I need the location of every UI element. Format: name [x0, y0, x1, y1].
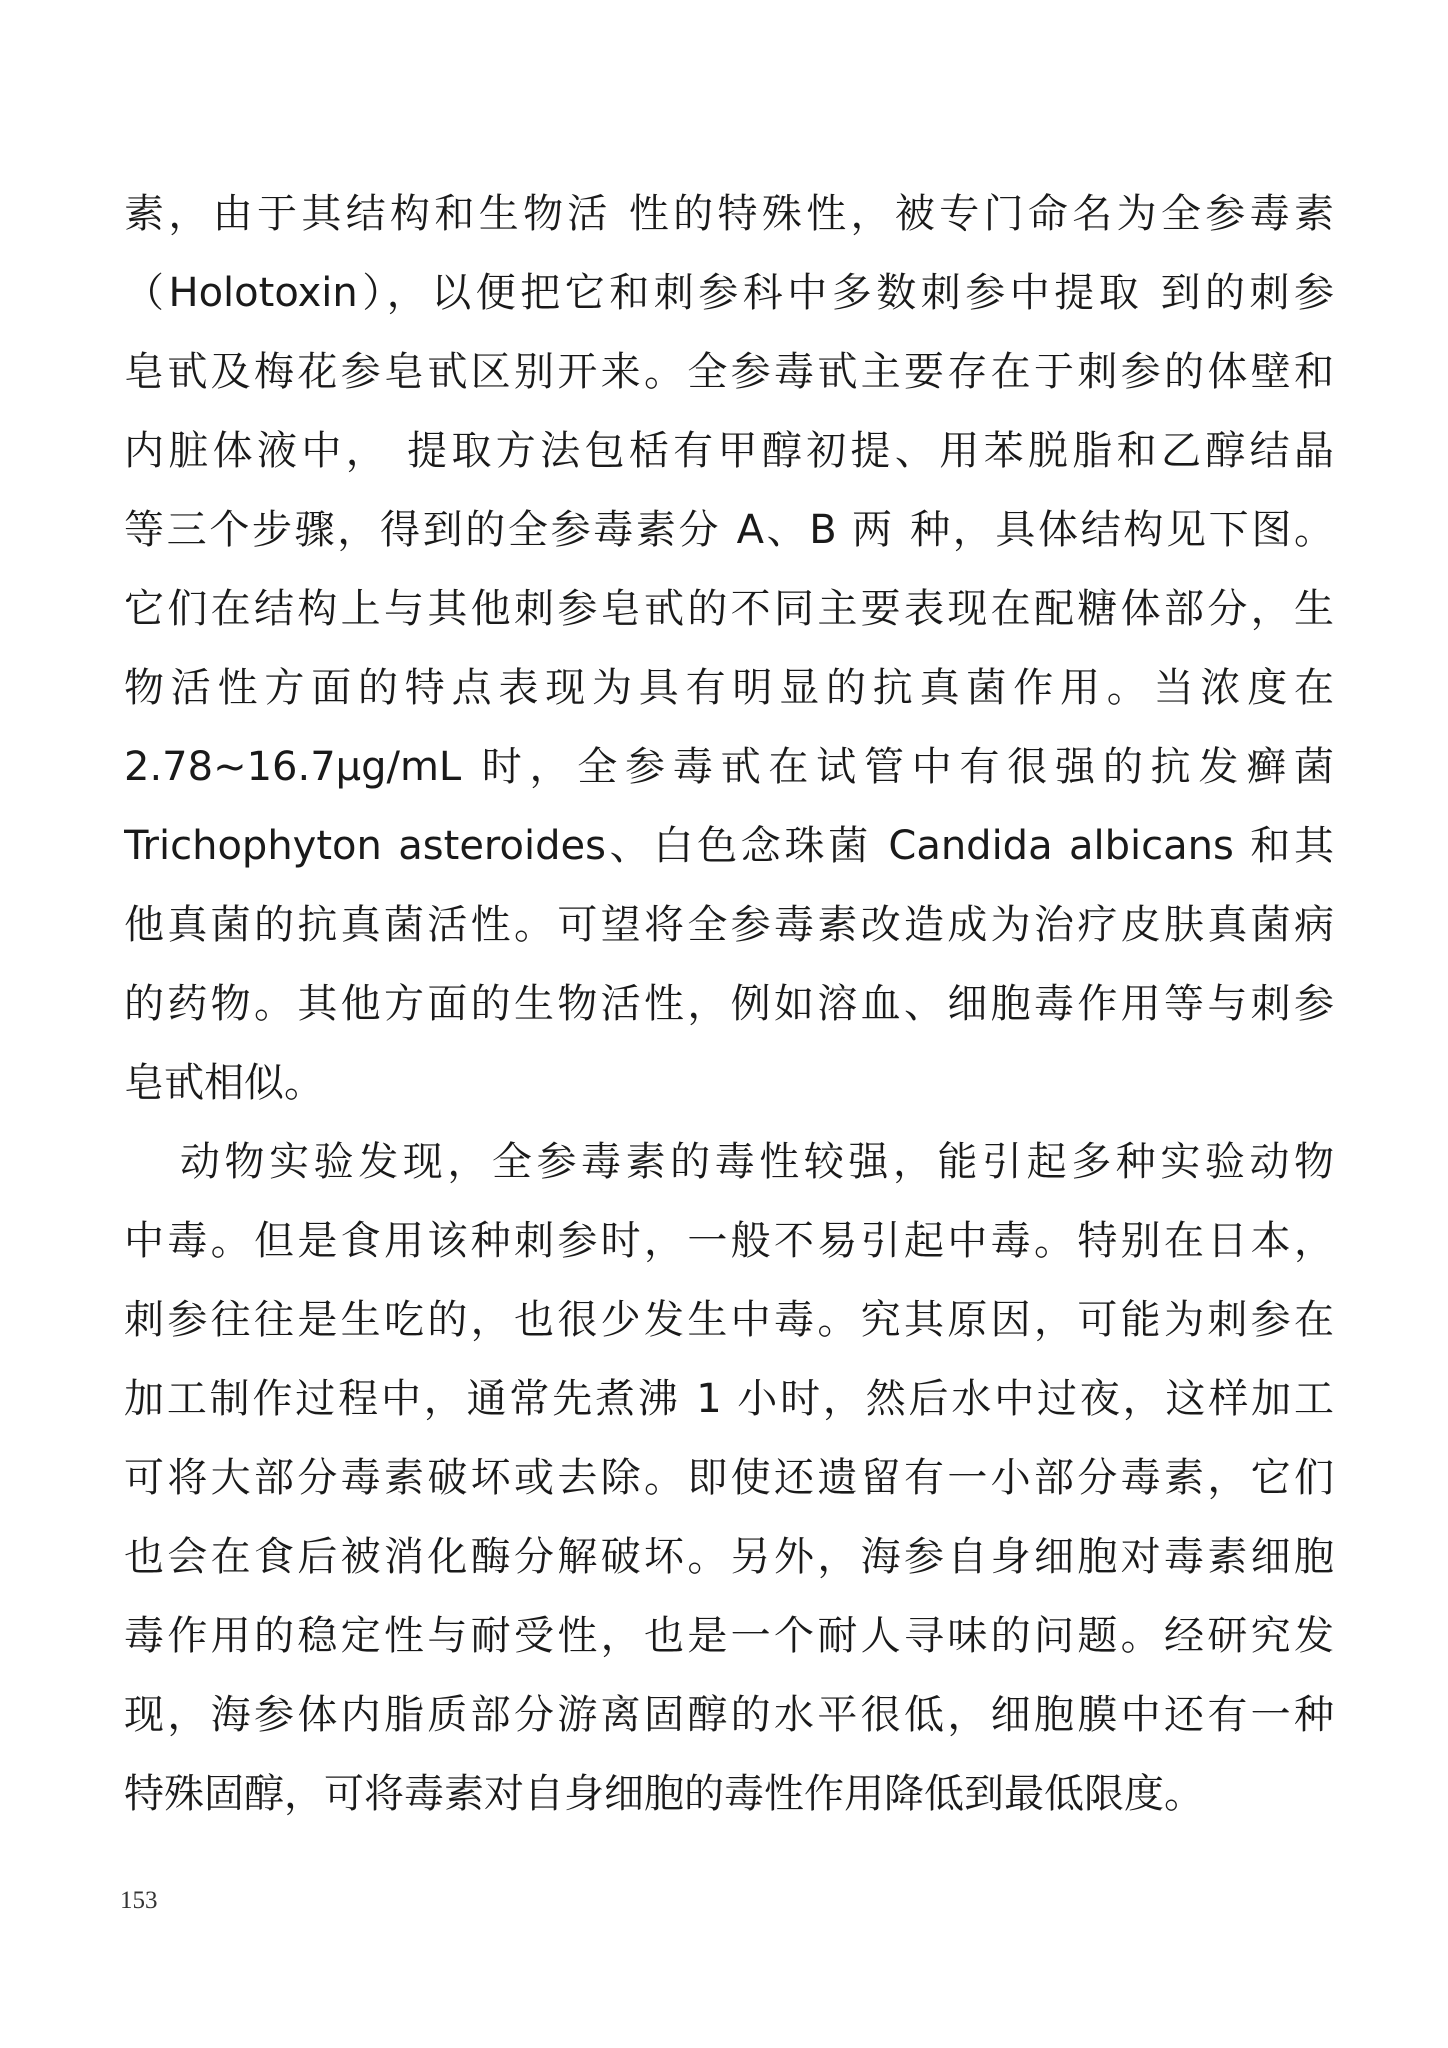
- text-line: 等三个步骤，得到的全参毒素分 A、B 两 种，具体结构见下图。: [124, 507, 1334, 553]
- text-line: Trichophyton asteroides、白色念珠菌 Candida albicans 和其: [124, 823, 1334, 869]
- text-line: 毒作用的稳定性与耐受性，也是一个耐人寻味的问题。经研究发: [124, 1613, 1334, 1659]
- text-line: 他真菌的抗真菌活性。可望将全参毒素改造成为治疗皮肤真菌病: [124, 902, 1334, 948]
- text-line: 的药物。其他方面的生物活性，例如溶血、细胞毒作用等与刺参: [124, 981, 1334, 1027]
- text-line: 2.78~16.7μg/mL 时，全参毒甙在试管中有很强的抗发癣菌: [124, 744, 1334, 790]
- text-line: 内脏体液中， 提取方法包栝有甲醇初提、用苯脱脂和乙醇结晶: [124, 428, 1334, 474]
- text-line: 刺参往往是生吃的，也很少发生中毒。究其原因，可能为刺参在: [124, 1297, 1334, 1343]
- text-line: 素，由于其结构和生物活 性的特殊性，被专门命名为全参毒素: [124, 191, 1334, 237]
- text-line: 动物实验发现，全参毒素的毒性较强，能引起多种实验动物: [180, 1139, 1334, 1185]
- text-line: 加工制作过程中，通常先煮沸 1 小时，然后水中过夜，这样加工: [124, 1376, 1334, 1422]
- text-line: 皂甙及梅花参皂甙区别开来。全参毒甙主要存在于刺参的体壁和: [124, 349, 1334, 395]
- text-line: 也会在食后被消化酶分解破坏。另外，海参自身细胞对毒素细胞: [124, 1534, 1334, 1580]
- page-number: 153: [120, 1887, 158, 1914]
- text-line: 中毒。但是食用该种刺参时，一般不易引起中毒。特别在日本，: [124, 1218, 1334, 1264]
- text-line: 它们在结构上与其他刺参皂甙的不同主要表现在配糖体部分，生: [124, 586, 1334, 632]
- text-line: 可将大部分毒素破坏或去除。即使还遗留有一小部分毒素，它们: [124, 1455, 1334, 1501]
- text-line: 现，海参体内脂质部分游离固醇的水平很低，细胞膜中还有一种: [124, 1692, 1334, 1738]
- text-line: 物活性方面的特点表现为具有明显的抗真菌作用。当浓度在: [124, 665, 1334, 711]
- text-line: 特殊固醇，可将毒素对自身细胞的毒性作用降低到最低限度。: [124, 1771, 1204, 1817]
- text-line: （Holotoxin），以便把它和刺参科中多数刺参中提取 到的刺参: [124, 270, 1334, 316]
- text-line: 皂甙相似。: [124, 1060, 324, 1106]
